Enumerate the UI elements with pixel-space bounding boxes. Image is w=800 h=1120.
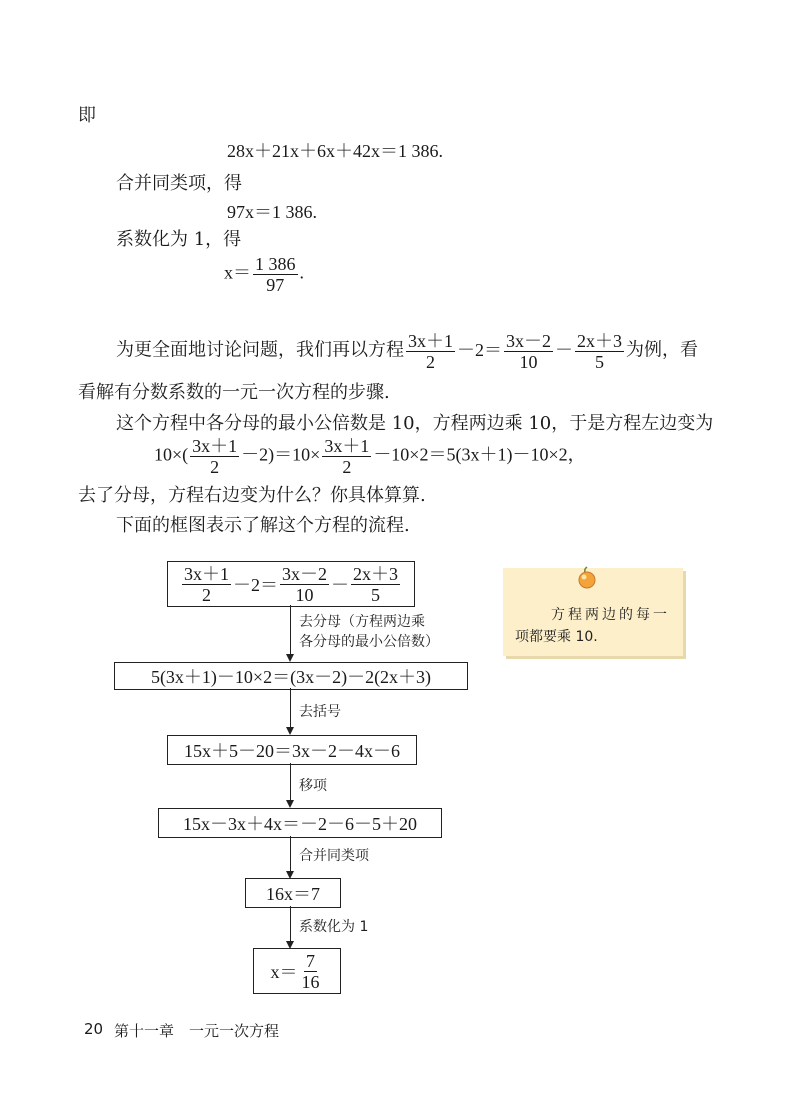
text-ji: 即 xyxy=(78,105,96,126)
p1-mid-1: －2＝ xyxy=(457,339,502,360)
line-fraction-1-den: 2 xyxy=(210,457,220,477)
flow-step-3-label: 移项 xyxy=(299,778,327,794)
line-part-a: 10×( xyxy=(154,444,189,465)
eq3-denominator: 97 xyxy=(266,275,285,295)
flow-box-2: 5(3x＋1)－10×2＝(3x－2)－2(2x＋3) xyxy=(114,662,468,690)
box6-numerator: 7 xyxy=(306,950,315,971)
paragraph-2: 这个方程中各分母的最小公倍数是 10，方程两边乘 10，于是方程左边变为 xyxy=(116,413,714,434)
flow-step-2-label: 去括号 xyxy=(299,704,341,720)
flow-arrow-1-head xyxy=(286,654,294,662)
eq3-lhs: x＝ xyxy=(224,262,251,283)
flow-arrow-3-head xyxy=(286,800,294,808)
eq3-numerator: 1 386 xyxy=(255,254,296,274)
box1-fraction-1-den: 2 xyxy=(202,584,211,605)
line-fraction-1-num: 3x＋1 xyxy=(192,436,238,456)
flow-step-5-label: 系数化为 1 xyxy=(299,919,369,935)
para1-text-a: 为更全面地讨论问题，我们再以方程 xyxy=(116,339,404,361)
note-line-2: 项都要乘 10. xyxy=(515,629,598,645)
p1-mid-2: － xyxy=(555,339,573,360)
flow-box-5: 16x＝7 xyxy=(245,878,341,908)
equation-1: 28x＋21x＋6x＋42x＝1 386. xyxy=(227,141,443,161)
box1-fraction-2-num: 3x－2 xyxy=(282,563,327,584)
box1-mid-1: －2＝ xyxy=(233,575,278,595)
page-number: 20 xyxy=(84,1020,104,1038)
pushpin-icon xyxy=(574,565,600,591)
text-combine: 合并同类项，得 xyxy=(116,173,242,194)
flow-step-4-label: 合并同类项 xyxy=(299,848,369,864)
box1-fraction-3-num: 2x＋3 xyxy=(353,563,398,584)
p1-fraction-1-num: 3x＋1 xyxy=(408,331,453,351)
box1-fraction-3-den: 5 xyxy=(371,584,380,605)
equation-left-side xyxy=(154,436,586,477)
flow-box-4: 15x－3x＋4x＝－2－6－5＋20 xyxy=(158,808,442,838)
box6-denominator: 16 xyxy=(301,971,320,992)
flow-step-1-label-b: 各分母的最小公倍数） xyxy=(299,634,439,650)
box1-fraction-1-num: 3x＋1 xyxy=(184,563,229,584)
p1-fraction-2-num: 3x－2 xyxy=(506,331,551,351)
flow-arrow-3-line xyxy=(290,763,291,801)
chapter-title: 第十一章 一元一次方程 xyxy=(114,1022,280,1040)
flow-arrow-2-line xyxy=(290,688,291,728)
p1-fraction-1-den: 2 xyxy=(426,352,435,372)
box1-mid-2: － xyxy=(331,575,349,595)
equation-3 xyxy=(224,254,304,295)
line-fraction-2-den: 2 xyxy=(342,457,352,477)
flow-box-6 xyxy=(253,948,341,994)
p1-fraction-3-num: 2x＋3 xyxy=(577,331,622,351)
flow-arrow-1-line xyxy=(290,605,291,655)
flow-step-1-label-a: 去分母（方程两边乘 xyxy=(299,614,425,630)
flow-arrow-5-line xyxy=(290,906,291,942)
flow-box-1 xyxy=(167,561,415,607)
equation-2: 97x＝1 386. xyxy=(227,202,317,222)
p1-fraction-3-den: 5 xyxy=(595,352,604,372)
flow-box-3: 15x＋5－20＝3x－2－4x－6 xyxy=(167,735,417,765)
paragraph-1-line-2: 看解有分数系数的一元一次方程的步骤. xyxy=(78,382,390,403)
box1-fraction-2-den: 10 xyxy=(295,584,314,605)
line-part-c: －10×2＝5(3x＋1)－10×2， xyxy=(373,444,586,465)
para1-text-b: 为例，看 xyxy=(626,339,698,361)
line-part-b: －2)＝10× xyxy=(241,444,321,465)
eq3-dot: . xyxy=(299,262,304,283)
line-fraction-2-num: 3x＋1 xyxy=(324,436,370,456)
p1-fraction-2-den: 10 xyxy=(519,352,538,372)
paragraph-4: 下面的框图表示了解这个方程的流程. xyxy=(116,515,410,536)
paragraph-3: 去了分母，方程右边变为什么？你具体算算. xyxy=(78,485,426,506)
flow-arrow-2-head xyxy=(286,727,294,735)
note-line-1: 方程两边的每一 xyxy=(551,607,670,623)
box6-lhs: x＝ xyxy=(270,962,298,982)
paragraph-1-line-1 xyxy=(116,331,698,372)
flow-arrow-4-line xyxy=(290,836,291,872)
text-coef: 系数化为 1，得 xyxy=(116,229,242,250)
